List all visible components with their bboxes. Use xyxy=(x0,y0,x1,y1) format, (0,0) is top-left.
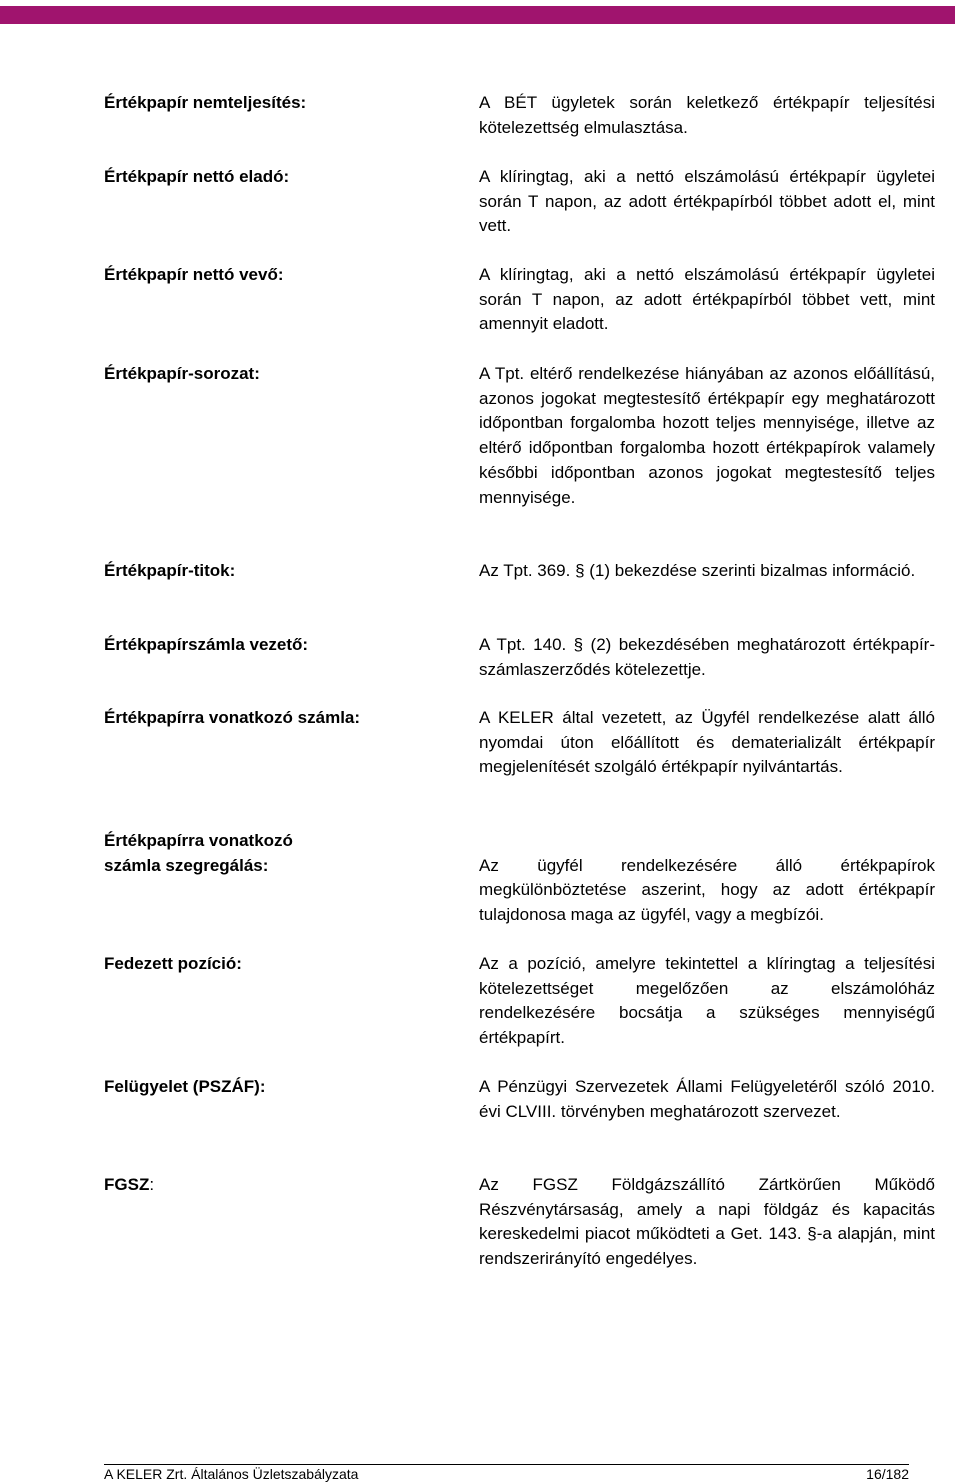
definition-text: Az a pozíció, amelyre tekintettel a klíringtag a teljesítési kötelezettséget megelőzően az elszámolóház rendelkezésére bocsátja a szükséges mennyiségű értékpapírt. xyxy=(479,954,935,1048)
footer-page-number: 16/182 xyxy=(866,1466,909,1482)
definition-entry xyxy=(104,706,935,829)
definition-entry xyxy=(104,362,935,559)
header-accent-bar xyxy=(0,6,955,24)
definition-text: A Tpt. eltérő rendelkezése hiányában az azonos előállítású, azonos jogokat megtestesítő értékpapír egy meghatározott időpontban forgalomba hozott teljes mennyisége, illetve az eltérő időpontban forgalomba hozott értékpapírok valamely későbbi időpontban azonos jogokat megtestesítő teljes mennyisége. xyxy=(479,364,935,507)
definition-entry xyxy=(104,263,935,362)
definition-text: Az FGSZ Földgázszállító Zártkörűen Működő Részvénytársaság, amely a napi földgáz és kapacitás kereskedelmi piacot működteti a Get. 143. §-a alapján, mint rendszerirányító engedélyes. xyxy=(479,1175,935,1269)
definition-term: Értékpapír nettó vevő: xyxy=(104,265,284,284)
definitions-list xyxy=(104,91,935,1272)
definition-entry xyxy=(104,633,935,706)
definition-term-line: számla szegregálás: xyxy=(104,855,269,875)
definition-term: Értékpapír nettó eladó: xyxy=(104,167,290,186)
definition-term: Értékpapír-titok: xyxy=(104,561,236,580)
definition-text: A Tpt. 140. § (2) bekezdésében meghatározott értékpapír-számlaszerződés kötelezettje. xyxy=(479,635,935,679)
definition-entry xyxy=(104,165,935,263)
definition-text: Az Tpt. 369. § (1) bekezdése szerinti bizalmas információ. xyxy=(479,561,916,580)
definition-entry xyxy=(104,1075,935,1173)
definition-entry xyxy=(104,829,935,952)
definition-text: A klíringtag, aki a nettó elszámolású értékpapír ügyletei során T napon, az adott értékpapírból többet vett, mint amennyit eladott. xyxy=(479,265,935,334)
definition-term-suffix: : xyxy=(149,1175,155,1194)
definition-term: Értékpapírra vonatkozó számla: xyxy=(104,708,361,727)
definition-text: Az ügyfél rendelkezésére álló értékpapírok megkülönböztetése aszerint, hogy az adott értékpapír tulajdonosa maga az ügyfél, vagy a megbízói. xyxy=(479,855,935,925)
page-footer xyxy=(104,1464,909,1483)
definition-term: Értékpapír nemteljesítés: xyxy=(104,93,307,112)
definition-entry xyxy=(104,559,935,633)
definition-text: A Pénzügyi Szervezetek Állami Felügyeletéről szóló 2010. évi CLVIII. törvényben meghatározott szervezet. xyxy=(479,1077,935,1121)
definition-text: A klíringtag, aki a nettó elszámolású értékpapír ügyletei során T napon, az adott értékpapírból többet adott el, mint vett. xyxy=(479,167,935,236)
definition-term: Értékpapír-sorozat: xyxy=(104,364,260,383)
definition-text: A BÉT ügyletek során keletkező értékpapír teljesítési kötelezettség elmulasztása. xyxy=(479,93,935,137)
definition-term: Felügyelet (PSZÁF): xyxy=(104,1077,266,1096)
definition-text: A KELER által vezetett, az Ügyfél rendelkezése alatt álló nyomdai úton előállított és dematerializált értékpapír megjelenítését szolgáló értékpapír nyilvántartás. xyxy=(479,708,935,777)
footer-document-title: A KELER Zrt. Általános Üzletszabályzata xyxy=(104,1466,359,1482)
definition-term xyxy=(104,1173,479,1198)
definition-entry xyxy=(104,91,935,165)
definition-entry xyxy=(104,1173,935,1272)
definition-term-line: Értékpapírra vonatkozó xyxy=(104,831,293,850)
definition-term-bold: FGSZ xyxy=(104,1175,150,1194)
definition-term: Értékpapírszámla vezető: xyxy=(104,635,309,654)
definition-term: Fedezett pozíció: xyxy=(104,954,242,973)
definition-entry xyxy=(104,952,935,1075)
definition-term xyxy=(104,829,479,878)
